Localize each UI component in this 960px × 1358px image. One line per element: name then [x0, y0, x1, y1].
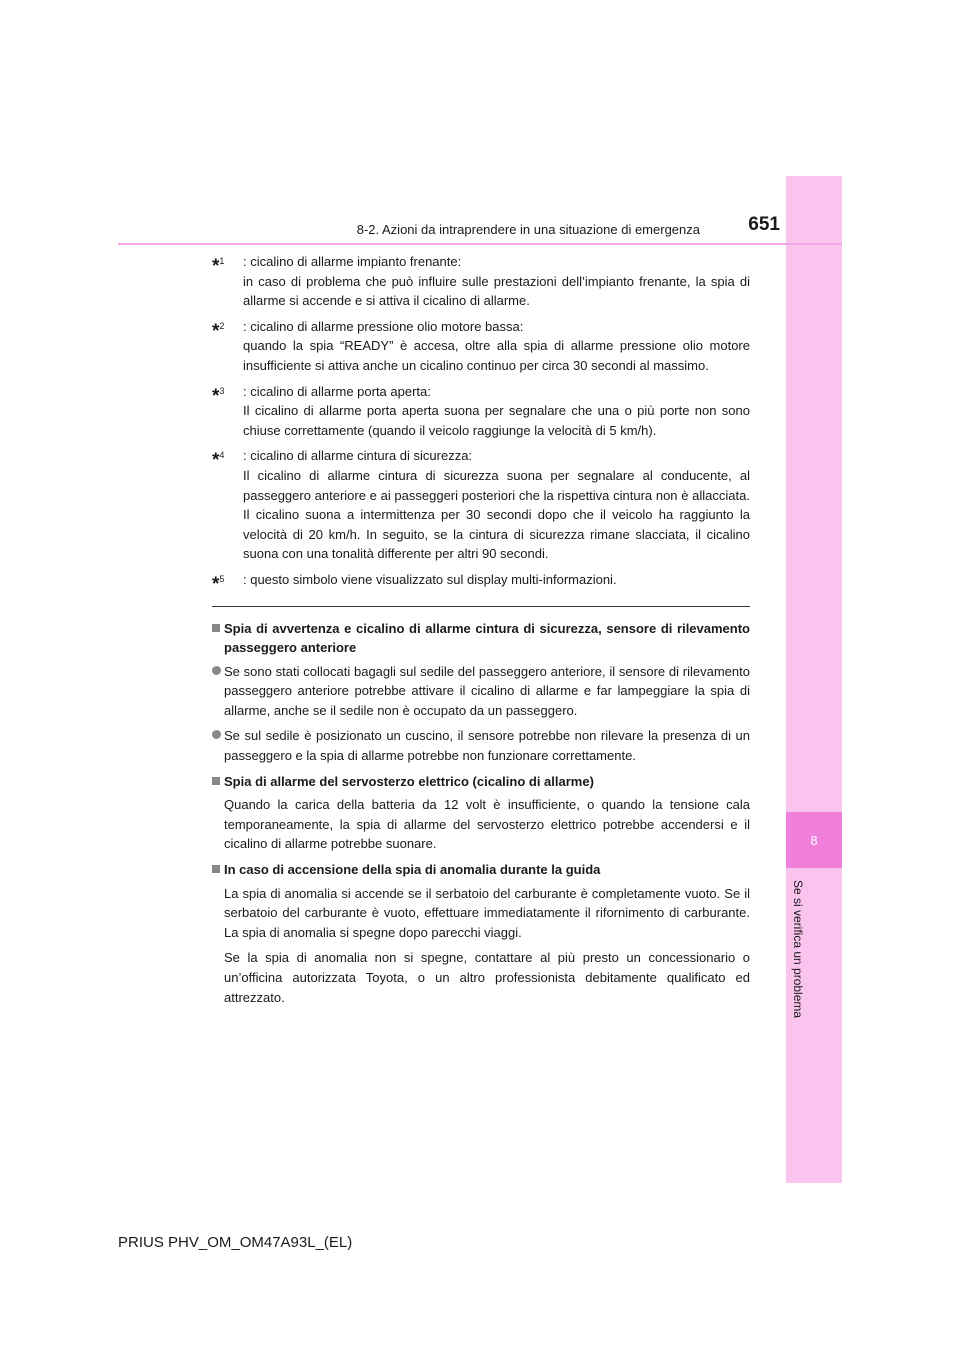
info-section: [212, 860, 750, 1007]
asterisk-icon: *: [212, 385, 220, 407]
info-section: [212, 619, 750, 766]
square-bullet-icon: [212, 777, 220, 785]
asterisk-icon: *: [212, 320, 220, 342]
footnote: [212, 570, 750, 595]
circle-bullet-icon: [212, 666, 221, 675]
bullet-text: Se sul sedile è posizionato un cuscino, il sensore potrebbe non rilevare la presenza di un passeggero e la spia di allarme potrebbe non funzionare correttamente.: [224, 728, 750, 764]
footnote-heading: : cicalino di allarme porta aperta:: [243, 383, 431, 399]
footnote: [212, 317, 750, 376]
chapter-label: Se si verifica un problema: [791, 880, 805, 1019]
page-number: 651: [748, 214, 780, 235]
footnote: [212, 252, 750, 311]
paragraph: Se la spia di anomalia non si spegne, contattare al più presto un concessionario o un’officina autorizzata Toyota, o un altro professionista debitamente qualificato ed attrezzato.: [224, 950, 750, 1005]
asterisk-icon: *: [212, 256, 220, 277]
square-bullet-icon: [212, 624, 220, 632]
asterisk-icon: *: [212, 573, 220, 595]
footnote-heading: : questo simbolo viene visualizzato sul display multi-informazioni.: [243, 571, 617, 587]
asterisk-icon: *: [212, 450, 220, 472]
paragraph: La spia di anomalia si accende se il serbatoio del carburante è completamente vuoto. Se il serbatoio del carburante è vuoto, effettuare immediatamente il rifornimento di carburante. La spia di anomalia si spegne dopo parecchi viaggi.: [224, 885, 750, 940]
footnote-body: Il cicalino di allarme porta aperta suona per segnalare che una o più porte non sono chiuse correttamente (quando il veicolo raggiunge la velocità di 5 km/h).: [243, 403, 750, 438]
footnote-index: 2: [219, 320, 225, 331]
header-rule: [118, 243, 842, 245]
paragraph: Quando la carica della batteria da 12 volt è insufficiente, o quando la tensione cala temporaneamente, la spia di allarme del servosterzo elettrico potrebbe accendersi e il cicalino di allarme potrebbe suonare.: [224, 797, 750, 852]
section-title: In caso di accensione della spia di anomalia durante la guida: [224, 862, 601, 878]
section-title: Spia di avvertenza e cicalino di allarme cintura di sicurezza, sensore di rilevamento passeggero anteriore: [224, 620, 750, 656]
bullet-text: Se sono stati collocati bagagli sul sedile del passeggero anteriore, il sensore di rilevamento passeggero anteriore potrebbe attivare il cicalino di allarme e far lampeggiare la spia di allarme, anche se il sedile non è occupato da un passeggero.: [224, 663, 750, 718]
section-heading: 8-2. Azioni da intraprendere in una situazione di emergenza: [356, 222, 700, 237]
footnote-heading: : cicalino di allarme pressione olio motore bassa:: [243, 318, 524, 334]
footnote-index: 1: [219, 256, 225, 266]
footnote: [212, 382, 750, 441]
footer-doc-code: PRIUS PHV_OM_OM47A93L_(EL): [118, 1234, 353, 1251]
footnote-body: in caso di problema che può influire sulle prestazioni dell’impianto frenante, la spia di allarme si accende e si attiva il cicalino di allarme.: [243, 273, 750, 309]
footnote: [212, 446, 750, 564]
footnote-body: quando la spia “READY” è accesa, oltre alla spia di allarme pressione olio motore insufficiente si attiva anche un cicalino continuo per circa 30 secondi al massimo.: [243, 338, 750, 373]
footnote-index: 3: [219, 385, 225, 396]
info-section: [212, 772, 750, 854]
footnote-heading: : cicalino di allarme impianto frenante:: [243, 254, 462, 269]
square-bullet-icon: [212, 865, 220, 873]
section-title: Spia di allarme del servosterzo elettrico (cicalino di allarme): [224, 773, 594, 789]
footnote-heading: : cicalino di allarme cintura di sicurezza:: [243, 448, 473, 464]
chapter-number: 8: [786, 812, 842, 868]
footnote-index: 4: [219, 450, 225, 461]
page-content: [212, 252, 750, 1013]
footnote-index: 5: [219, 573, 225, 584]
divider: [212, 606, 750, 607]
circle-bullet-icon: [212, 730, 221, 739]
footnote-body: Il cicalino di allarme cintura di sicurezza suona per segnalare al conducente, al passeggero anteriore e ai passeggeri posteriori che la rispettiva cintura non è allacciata. Il cicalino suona a intermittenza per 30 secondi dopo che il veicolo ha raggiunto la velocità di 20 km/h. In seguito, se la cintura di sicurezza rimane slacciata, il cicalino suona con una tonalità differente per altri 90 secondi.: [243, 467, 750, 562]
